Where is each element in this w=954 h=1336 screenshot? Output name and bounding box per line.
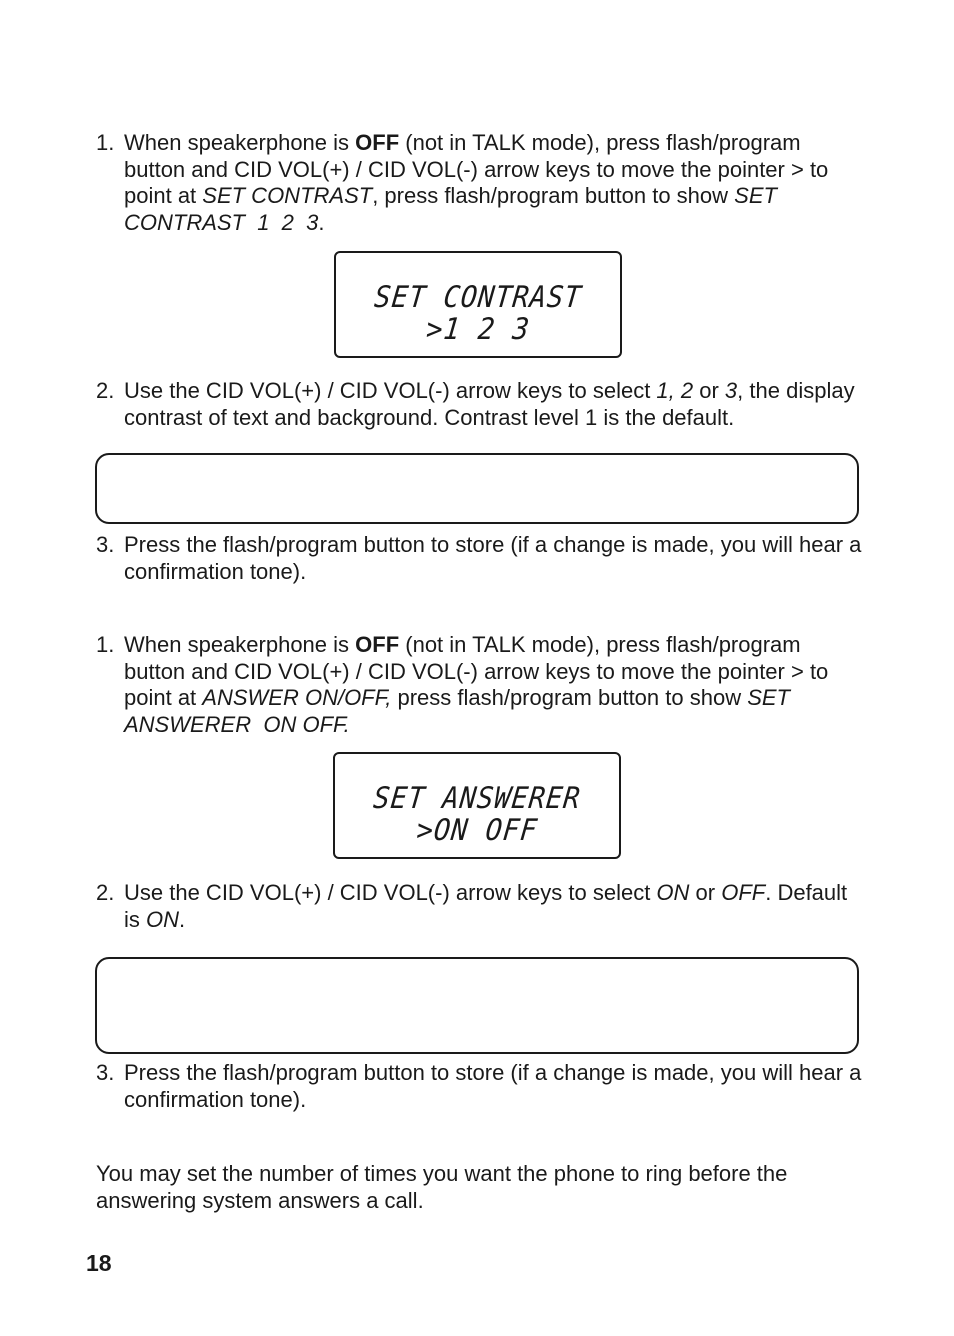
step-number: 2. (96, 880, 115, 905)
step-text: Press the flash/program button to store (if a change is made, you will hear a confirmation tone). (124, 1060, 862, 1112)
step-text: When speakerphone is OFF (not in TALK mode), press flash/program button and CID VOL(+) / CID VOL(-) arrow keys to move the pointer > to point at ANSWER ON/OFF, press flash/program button to show SET ANSWERER ON OFF. (124, 632, 829, 737)
answerer-step-3 (96, 1060, 866, 1113)
contrast-step-2 (96, 378, 866, 431)
lcd-display-contrast (334, 251, 622, 358)
contrast-step-3 (96, 532, 866, 585)
step-text: Press the flash/program button to store (if a change is made, you will hear a confirmation tone). (124, 532, 862, 584)
step-text: Use the CID VOL(+) / CID VOL(-) arrow keys to select ON or OFF. Default is ON. (124, 880, 848, 932)
answerer-step-2 (96, 880, 866, 933)
lcd-display-answerer (333, 752, 621, 859)
contrast-step-1 (96, 130, 866, 236)
lcd-line-2: >ON OFF (414, 813, 540, 848)
note-box-answerer (95, 957, 859, 1054)
rings-intro-paragraph: You may set the number of times you want the phone to ring before the answering system answers a call. (96, 1161, 788, 1213)
step-number: 2. (96, 378, 115, 403)
lcd-line-1: SET CONTRAST (372, 280, 584, 315)
step-number: 3. (96, 532, 115, 557)
step-text: When speakerphone is OFF (not in TALK mode), press flash/program button and CID VOL(+) / CID VOL(-) arrow keys to move the pointer > to point at SET CONTRAST, press flash/program button to show SET CONTRAST 1 2 3. (124, 130, 829, 235)
step-number: 1. (96, 130, 115, 155)
page-number: 18 (86, 1250, 112, 1276)
lcd-line-2: >1 2 3 (424, 312, 532, 347)
lcd-line-1: SET ANSWERER (371, 781, 583, 816)
answerer-step-1 (96, 632, 866, 738)
step-number: 1. (96, 632, 115, 657)
step-text: Use the CID VOL(+) / CID VOL(-) arrow keys to select 1, 2 or 3, the display contrast of text and background. Contrast level 1 is the default. (124, 378, 855, 430)
note-box-contrast (95, 453, 859, 524)
step-number: 3. (96, 1060, 115, 1085)
